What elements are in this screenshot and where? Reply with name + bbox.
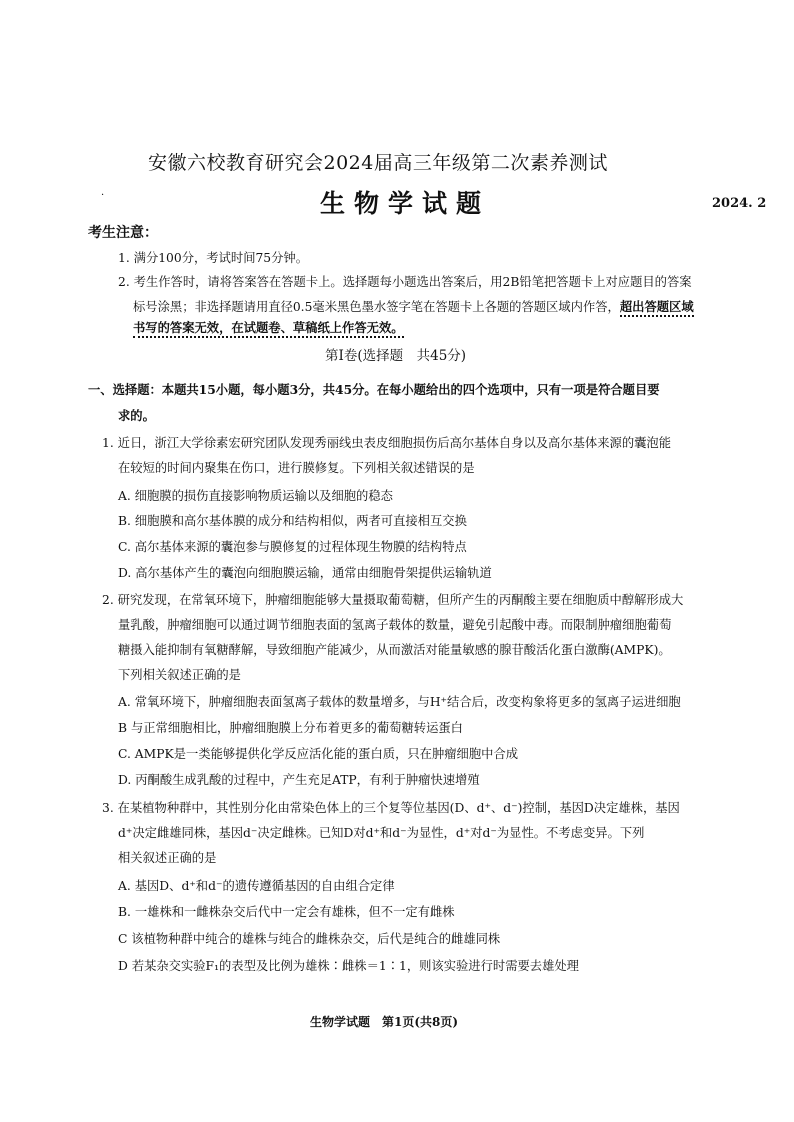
exam-series-title: 安徽六校教育研究会2024届高三年级第二次素养测试 [148, 152, 608, 174]
stray-dot: · [101, 190, 105, 201]
q3-stem-line-3: 相关叙述正确的是 [118, 851, 217, 865]
notice-item-2-line-3 [133, 318, 404, 336]
subject-title: 生物学试题 [320, 189, 491, 218]
q3-option-a: A. 基因D、d⁺和d⁻的遗传遵循基因的自由组合定律 [118, 879, 395, 893]
notice-item-2-line-2-text: 标号涂黑；非选择题请用直径0.5毫米黑色墨水签字笔在答题卡上各题的答题区域内作答， [133, 300, 620, 314]
q1-option-d: D. 高尔基体产生的囊泡向细胞膜运输，通常由细胞骨架提供运输轨道 [118, 566, 492, 580]
q1-stem-line-2: 在较短的时间内聚集在伤口，进行膜修复。下列相关叙述错误的是 [118, 461, 475, 475]
q3-option-c: C 该植物种群中纯合的雄株与纯合的雌株杂交，后代是纯合的雌雄同株 [118, 932, 501, 946]
q3-stem-line-2: d⁺决定雌雄同株，基因d⁻决定雌株。已知D对d⁺和d⁻为显性，d⁺对d⁻为显性。不考虑变异。下列 [118, 826, 645, 840]
q3-stem-line-1: 3. 在某植物种群中，其性别分化由常染色体上的三个复等位基因(D、d⁺、d⁻)控制，基因D决定雄株，基因 [102, 801, 680, 815]
q2-stem-line-1: 2. 研究发现，在常氧环境下，肿瘤细胞能够大量摄取葡萄糖，但所产生的丙酮酸主要在细胞质中醇解形成大 [102, 593, 684, 607]
notice-heading: 考生注意： [88, 225, 158, 241]
section-intro-line-1: 一、选择题：本题共15小题，每小题3分，共45分。在每小题给出的四个选项中，只有一项是符合题目要 [88, 382, 660, 397]
notice-warning-emphasis-2: 书写的答案无效，在试题卷、草稿纸上作答无效。 [133, 320, 404, 338]
exam-date: 2024. 2 [712, 196, 767, 211]
q3-option-b: B. 一雄株和一雌株杂交后代中一定会有雄株，但不一定有雌株 [118, 905, 455, 919]
q2-stem-line-2: 量乳酸，肿瘤细胞可以通过调节细胞表面的氢离子载体的数量，避免引起酸中毒。而限制肿瘤细胞葡萄 [118, 618, 672, 632]
q1-option-b: B. 细胞膜和高尔基体膜的成分和结构相似，两者可直接相互交换 [118, 514, 467, 528]
q2-stem-line-4: 下列相关叙述正确的是 [118, 668, 241, 682]
q2-option-b: B 与正常细胞相比，肿瘤细胞膜上分布着更多的葡萄糖转运蛋白 [118, 721, 463, 735]
notice-item-1: 1. 满分100分，考试时间75分钟。 [118, 251, 309, 265]
q1-stem-line-1: 1. 近日，浙江大学徐素宏研究团队发现秀丽线虫表皮细胞损伤后高尔基体自身以及高尔基体来源的囊泡能 [102, 436, 672, 450]
q2-stem-line-3: 糖摄入能抑制有氧糖酵解，导致细胞产能减少，从而激活对能量敏感的腺苷酸活化蛋白激酶(AMPK)。 [118, 643, 671, 657]
notice-warning-emphasis: 超出答题区域 [620, 299, 694, 317]
section-intro-line-2: 求的。 [118, 408, 155, 423]
section-heading: 第Ⅰ卷(选择题 共45分) [325, 348, 467, 364]
notice-item-2-line-2 [133, 297, 694, 315]
q2-option-c: C. AMPK是一类能够提供化学反应活化能的蛋白质，只在肿瘤细胞中合成 [118, 747, 519, 761]
notice-item-2-line-1: 2. 考生作答时，请将答案答在答题卡上。选择题每小题选出答案后，用2B铅笔把答题卡上对应题目的答案 [118, 275, 692, 289]
q3-option-d: D 若某杂交实验F₁的表型及比例为雄株∶雌株＝1∶1，则该实验进行时需要去雄处理 [118, 959, 579, 973]
q2-option-a: A. 常氧环境下，肿瘤细胞表面氢离子载体的数量增多，与H⁺结合后，改变构象将更多的氢离子运进细胞 [118, 695, 681, 709]
q1-option-a: A. 细胞膜的损伤直接影响物质运输以及细胞的稳态 [118, 489, 393, 503]
q2-option-d: D. 丙酮酸生成乳酸的过程中，产生充足ATP，有利于肿瘤快速增殖 [118, 773, 480, 787]
q1-option-c: C. 高尔基体来源的囊泡参与膜修复的过程体现生物膜的结构特点 [118, 540, 467, 554]
page-footer: 生物学试题 第1页(共8页) [310, 1015, 459, 1029]
